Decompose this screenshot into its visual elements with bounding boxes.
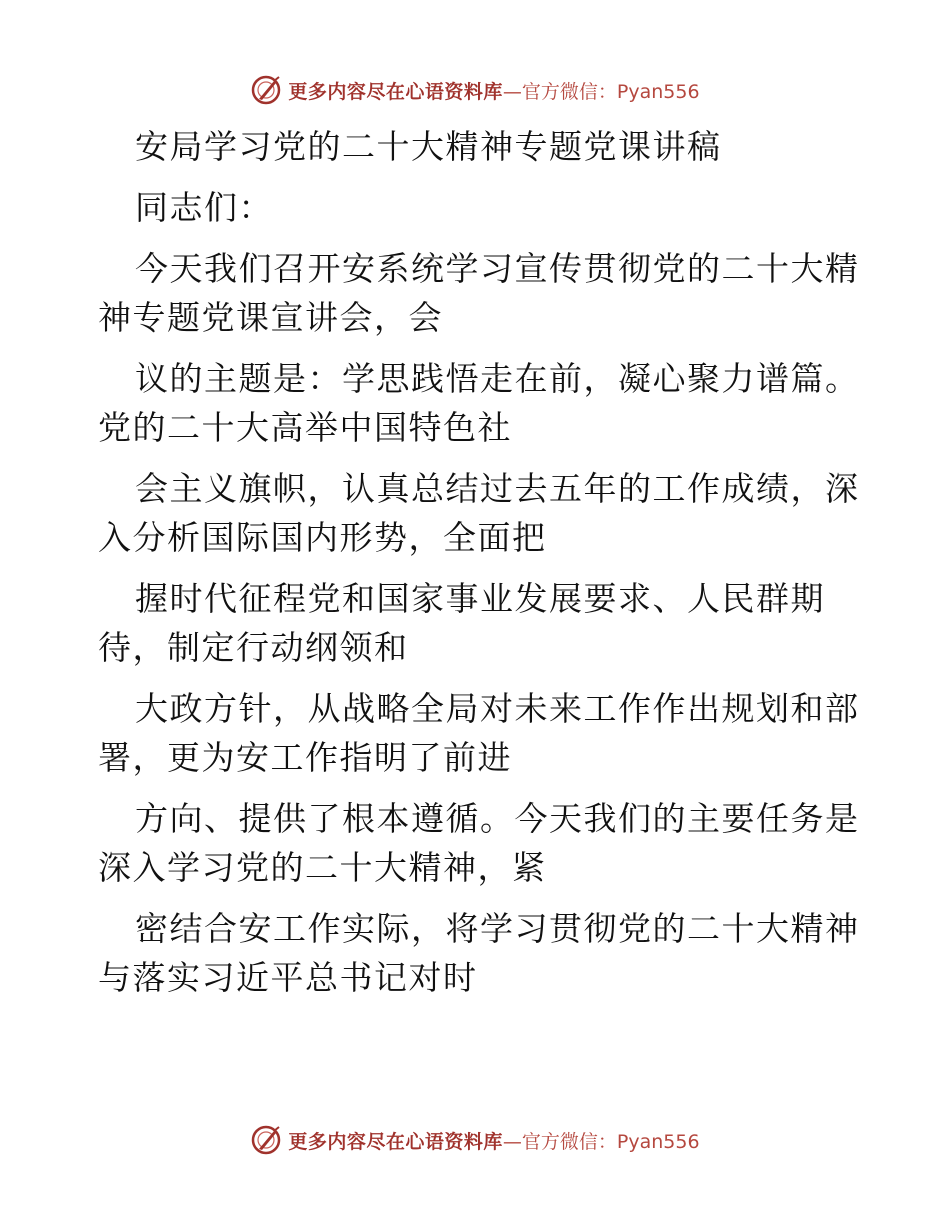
paragraph-line: 方向、提供了根本遵循。今天我们的主要任务是 xyxy=(135,799,860,838)
paragraph-line: 握时代征程党和国家事业发展要求、人民群期 xyxy=(135,579,825,618)
paragraph-line: 今天我们召开安系统学习宣传贯彻党的二十大精 xyxy=(135,249,860,288)
paragraph-line: 神专题党课宣讲会，会 xyxy=(98,298,443,337)
document-title: 安局学习党的二十大精神专题党课讲稿 xyxy=(135,127,722,166)
paragraph-line: 待，制定行动纲领和 xyxy=(98,628,409,667)
banner-contact-text: —官方微信：Pyan556 xyxy=(502,80,700,103)
banner-contact-text: —官方微信：Pyan556 xyxy=(502,1130,700,1153)
paragraph-line: 大政方针，从战略全局对未来工作作出规划和部 xyxy=(135,689,860,728)
document-body xyxy=(98,122,860,1002)
paragraph-line: 入分析国际国内形势，全面把 xyxy=(98,518,547,557)
banner-brand-text: 更多内容尽在心语资料库 xyxy=(288,1130,503,1153)
footer-banner xyxy=(0,1120,950,1160)
paragraph-line: 党的二十大高举中国特色社 xyxy=(98,408,512,447)
quill-pen-circle-icon xyxy=(250,1124,282,1156)
header-banner xyxy=(0,70,950,110)
salutation: 同志们： xyxy=(135,188,273,227)
paragraph-line: 密结合安工作实际，将学习贯彻党的二十大精神 xyxy=(135,909,860,948)
quill-pen-circle-icon xyxy=(250,74,282,106)
paragraph-line: 会主义旗帜，认真总结过去五年的工作成绩，深 xyxy=(135,469,860,508)
paragraph-line: 议的主题是：学思践悟走在前，凝心聚力谱篇。 xyxy=(135,359,860,398)
paragraph-line: 深入学习党的二十大精神，紧 xyxy=(98,848,547,887)
paragraph-line: 署，更为安工作指明了前进 xyxy=(98,738,512,777)
banner-brand-text: 更多内容尽在心语资料库 xyxy=(288,80,503,103)
paragraph-line: 与落实习近平总书记对时 xyxy=(98,958,478,997)
